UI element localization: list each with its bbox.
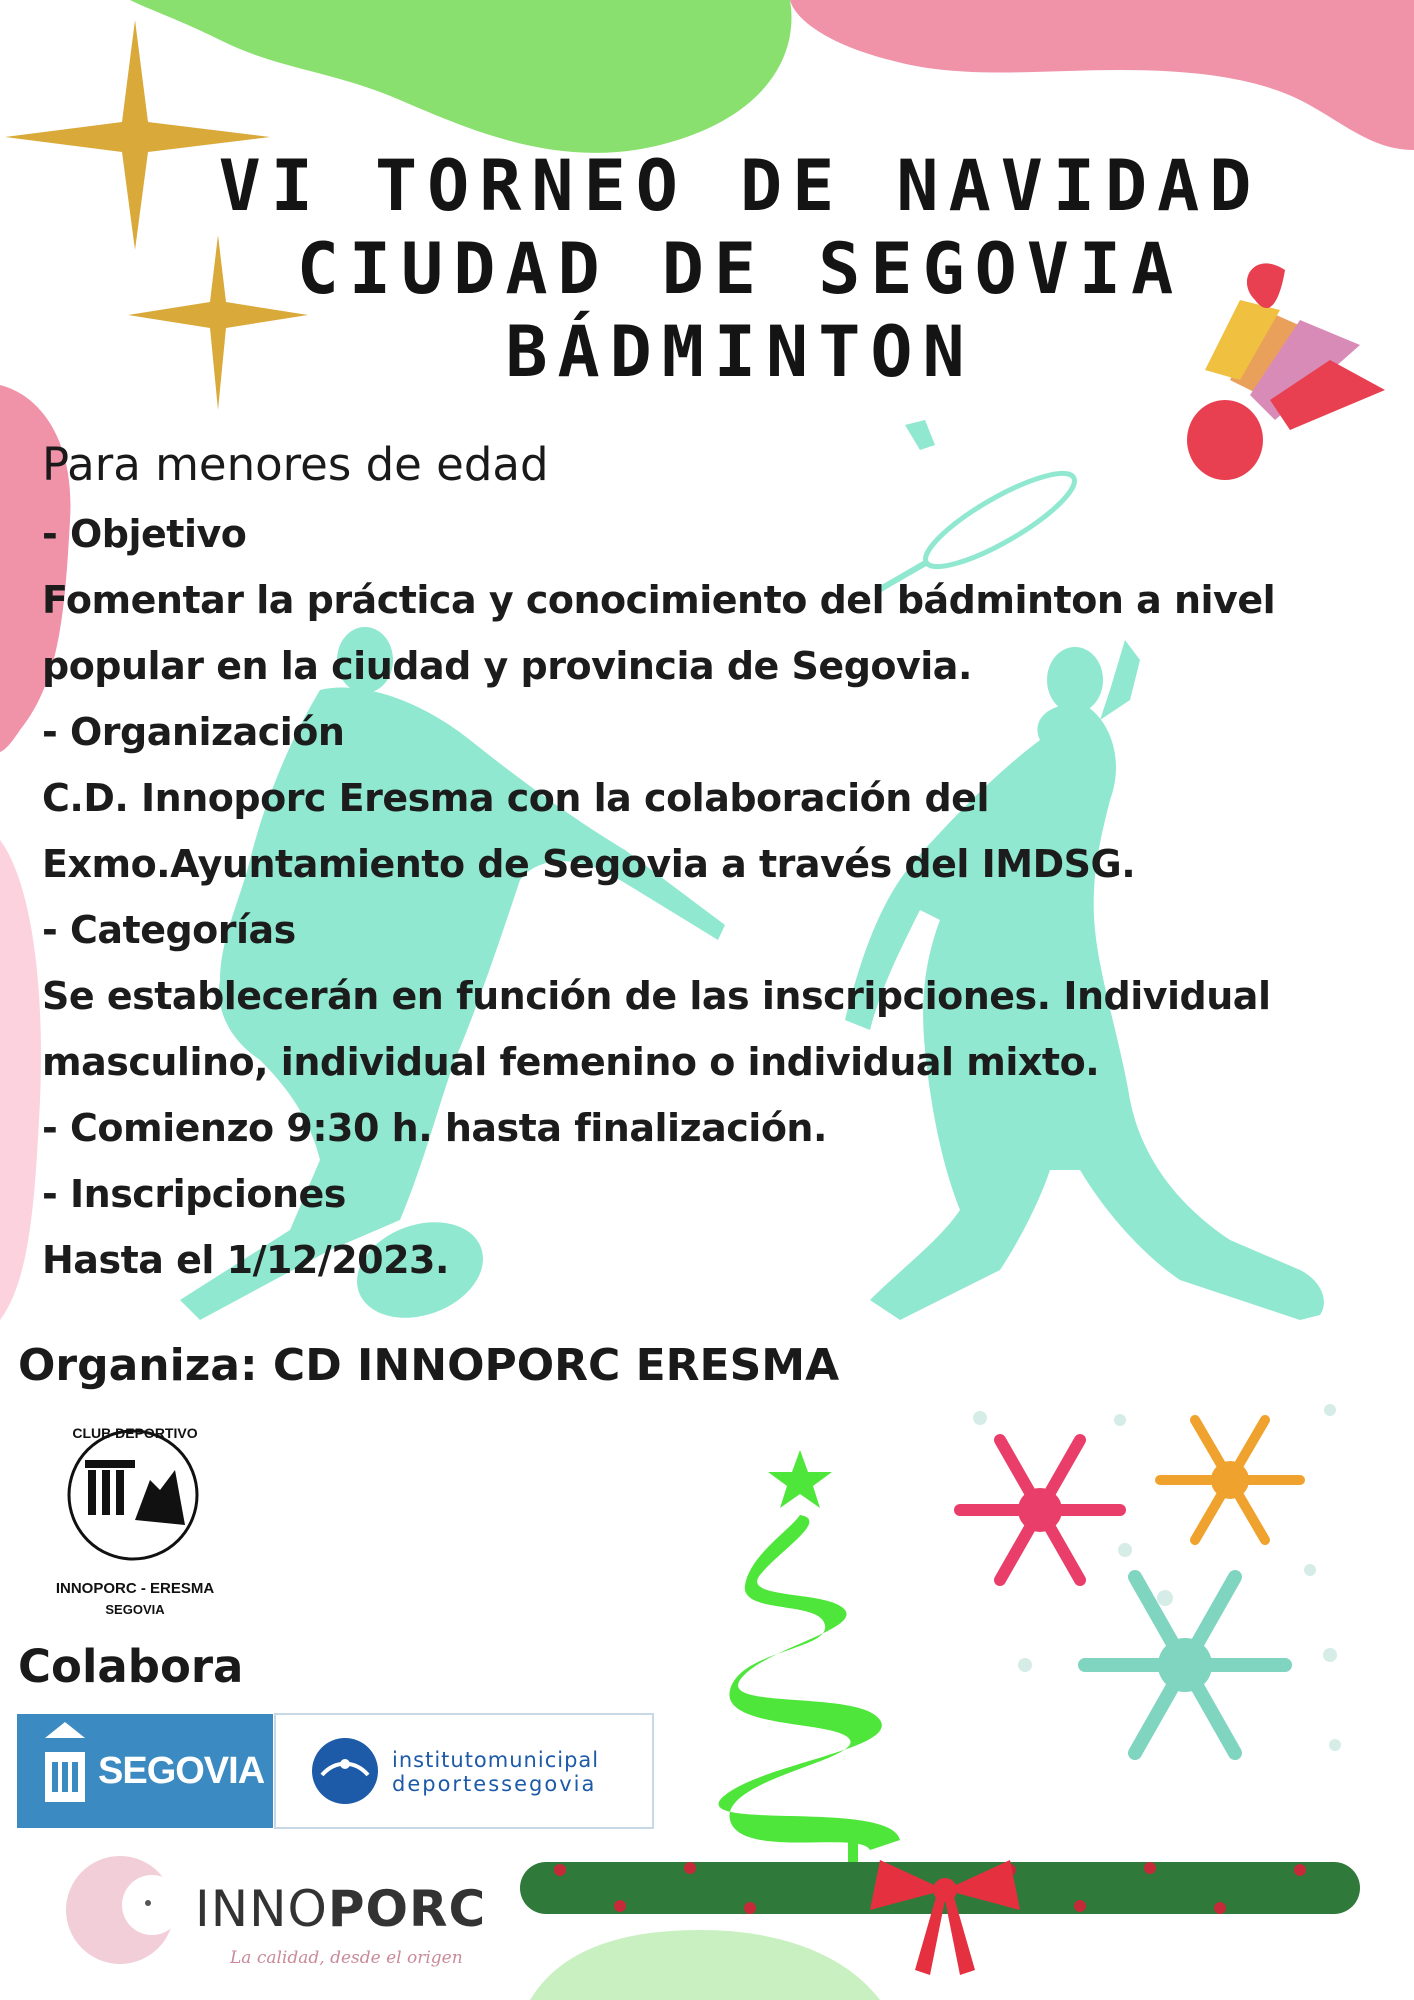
segovia-logo-text: SEGOVIA	[98, 1750, 265, 1792]
imd-logo-icon	[312, 1738, 378, 1804]
green-blob	[130, 0, 791, 153]
pink-blob-left-lower	[0, 840, 41, 1320]
title-line-2: CIUDAD DE SEGOVIA	[296, 228, 1184, 310]
snow-dots	[973, 1404, 1341, 1751]
colabora-label: Colabora	[18, 1640, 244, 1693]
club-logo-bottom-text: INNOPORC - ERESMA	[55, 1580, 215, 1597]
innoporc-logo-icon	[66, 1856, 182, 1964]
green-blob-bottom	[530, 1930, 880, 2000]
body-line: C.D. Innoporc Eresma con la colaboración del	[42, 776, 989, 820]
snowflake-icon	[960, 1420, 1300, 1753]
pink-blob-top-right	[790, 0, 1414, 150]
club-logo	[69, 1431, 197, 1559]
body-line: - Inscripciones	[42, 1172, 346, 1216]
club-logo-city-text: SEGOVIA	[105, 1602, 165, 1617]
imd-text-line-2: deportessegovia	[392, 1772, 597, 1796]
innoporc-tagline: La calidad, desde el origen	[230, 1948, 463, 1968]
imd-text-line-1: institutomunicipal	[392, 1748, 600, 1772]
body-line: - Categorías	[42, 908, 296, 952]
body-line: popular en la ciudad y provincia de Segovia.	[42, 644, 972, 688]
body-line: - Comienzo 9:30 h. hasta finalización.	[42, 1106, 827, 1150]
body-line: Se establecerán en función de las inscripciones. Individual	[42, 974, 1271, 1018]
title-line-1: VI TORNEO DE NAVIDAD	[218, 145, 1262, 227]
club-logo-top-text: CLUB DEPORTIVO	[72, 1425, 198, 1441]
body-line: - Objetivo	[42, 512, 247, 556]
christmas-tree-icon	[719, 1450, 900, 1905]
body-line: Fomentar la práctica y conocimiento del bádminton a nivel	[42, 578, 1276, 622]
body-line: Hasta el 1/12/2023.	[42, 1238, 449, 1282]
innoporc-brand-bold: PORC	[327, 1880, 487, 1938]
body-line: masculino, individual femenino o individual mixto.	[42, 1040, 1100, 1084]
body-line: - Organización	[42, 710, 345, 754]
innoporc-brand	[195, 1880, 486, 1938]
body-line: Exmo.Ayuntamiento de Segovia a través del IMDSG.	[42, 842, 1136, 886]
organiza-label: Organiza: CD INNOPORC ERESMA	[18, 1340, 840, 1391]
audience-text: Para menores de edad	[42, 438, 549, 491]
title-line-3: BÁDMINTON	[505, 311, 975, 393]
innoporc-brand-light: INNO	[195, 1880, 328, 1938]
